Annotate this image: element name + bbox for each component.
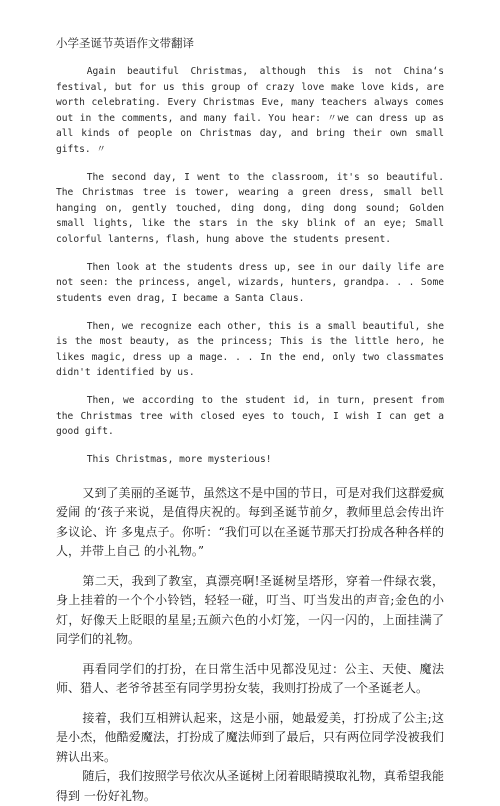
english-paragraph-2: The second day, I went to the classroom, it's so beautiful. The Christmas tree is tower, wearing a green dress, small bell hanging on, gently touched, ding dong, ding dong sound; Golden small lights, like the stars in the sky blink of an eye; Small colorful lanterns, flash, hung above the students present. bbox=[56, 171, 444, 245]
chinese-paragraph-2: 第二天，我到了教室，真漂亮啊!圣诞树呈塔形，穿着一件绿衣裳，身上挂着的一个个小铃铛，轻轻一碰，叮当、叮当发出的声音;金色的小灯，好像天上眨眼的星星;五颜六色的小灯笼，一闪一闪的，上面挂满了同学们的礼物。 bbox=[56, 573, 444, 646]
chinese-paragraph-1: 又到了美丽的圣诞节，虽然这不是中国的节日，可是对我们这群爱疯爱闹 的‘孩子来说，是值得庆祝的。每到圣诞节前夕，教师里总会传出许多议论、许 多鬼点子。你听：“我们可以在圣诞节那天打扮成各种各样的人，并带上自己 的小礼物。” bbox=[56, 485, 444, 558]
english-paragraph-6: This Christmas, more mysterious! bbox=[86, 454, 272, 465]
english-paragraph-4: Then, we recognize each other, this is a small beautiful, she is the most beauty, as the princess; This is the little hero, he likes magic, dress up a mage. . . In the end, only two classmates didn't identified by us. bbox=[56, 320, 444, 378]
chinese-paragraph-3: 再看同学们的打扮，在日常生活中见都没见过：公主、天使、魔法师、猎人、老爷爷甚至有同学男扮女装，我则打扮成了一个圣诞老人。 bbox=[56, 661, 444, 695]
english-paragraph-1: Again beautiful Christmas, although this is not China‘s festival, but for us this group of crazy love make love kids, are worth celebrating. Every Christmas Eve, many teachers always comes out in the comments, and many fail. You hear: 〃we can dress up as all kinds of people on Christmas day, and bring their own small gifts. 〃 bbox=[56, 66, 444, 155]
english-paragraph-5: Then, we according to the student id, in turn, present from the Christmas tree with closed eyes to touch, I wish I can get a good gift. bbox=[56, 395, 444, 437]
chinese-paragraph-4: 接着，我们互相辨认起来，这是小丽，她最爱美，打扮成了公主;这是小杰，他酷爱魔法，打扮成了魔法师到了最后，只有两位同学没被我们辨认出来。 bbox=[56, 710, 444, 764]
chinese-paragraph-5: 随后，我们按照学号依次从圣诞树上闭着眼睛摸取礼物，真希望我能得到 一份好礼物。 bbox=[56, 769, 444, 803]
english-paragraph-3: Then look at the students dress up, see in our daily life are not seen: the princess, angel, wizards, hunters, grandpa. . . Some students even drag, I became a Santa Claus. bbox=[56, 261, 444, 304]
document-title: 小学圣诞节英语作文带翻译 bbox=[56, 36, 194, 50]
